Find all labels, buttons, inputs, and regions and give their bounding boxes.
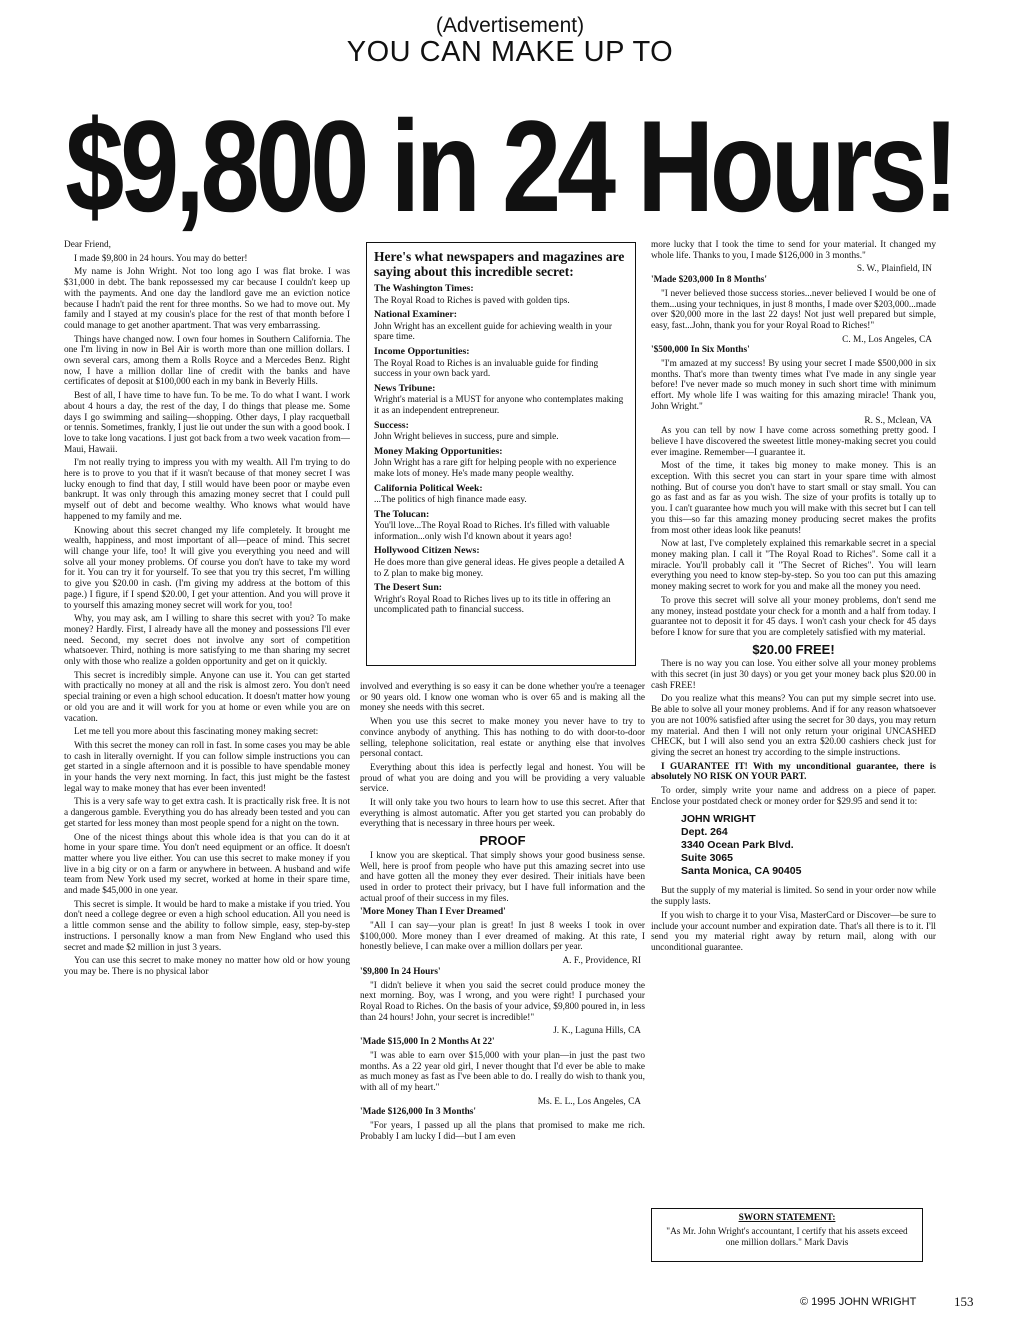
press-quote: The Royal Road to Riches is paved with golden tips. bbox=[374, 295, 570, 306]
press-source: Income Opportunities: bbox=[374, 345, 470, 357]
press-quote: Wright's material is a MUST for anyone who contemplates making it as an independent entrepreneur. bbox=[374, 395, 624, 416]
address-line: Suite 3065 bbox=[681, 852, 733, 865]
paragraph: I'm not really trying to impress you with my wealth. All I'm trying to do here is to prove to you that if it wasn't because of that money secret I was lucky enough to find that day, I still would have been poor or maybe even bankrupt. It was only through this amazing money secret that I could pull myself out of debt and become wealthy. Who knows what would have happened to my family and me. bbox=[64, 458, 350, 522]
press-quote: The Royal Road to Riches is an invaluable guide for finding success in your own back yard. bbox=[374, 358, 599, 380]
testimonial-heading: '$9,800 In 24 Hours' bbox=[360, 966, 441, 977]
paragraph: This secret is simple. It would be hard to make a mistake if you tried. You don't need a college degree or even a high school education. All you need is a little common sense and the ability to follow simple, easy, step-by-step instructions. I personally know a man from New England who used this secret and made $2 million in just 3 years. bbox=[64, 899, 350, 953]
paragraph: I made $9,800 in 24 hours. You may do better! bbox=[74, 253, 248, 264]
paragraph: Most of the time, it takes big money to make money. This is an exception. With this secret you can start in your spare time with almost nothing. But of course you don't have to start small or stay small. You can go as fast and as far as you wish. The size of your profits is totally up to you. I can't guarantee how much you will make with this secret but I can tell you this—so far this amazing money producing secret makes the profits from most other ideas look like peanuts! bbox=[651, 461, 936, 536]
press-source: The Tolucan: bbox=[374, 508, 430, 520]
testimonial-text: "I never believed those success stories...never believed I would be one of them...using your techniques, in just 8 months, I made over $203,000...made over $20,000 more in the last 22 days! Not just well prepared but simple, easy, fast...John, thank you for your Royal Road to Riches!" bbox=[651, 288, 936, 331]
address-line: JOHN WRIGHT bbox=[681, 813, 756, 826]
letter-column-3 bbox=[651, 240, 936, 1300]
testimonial-heading: 'More Money Than I Ever Dreamed' bbox=[360, 907, 506, 918]
free-heading: $20.00 FREE! bbox=[752, 641, 835, 657]
press-quote: ...The politics of high finance made easy. bbox=[374, 495, 527, 506]
paragraph: To prove this secret will solve all your money problems, don't send me any money, instead postdate your check for a month and a half from today. I guarantee not to deposit it for 45 days. I won't cash your check for 45 days before I know for sure that you are completely satisfied with my material. bbox=[651, 595, 936, 638]
press-source: The Desert Sun: bbox=[374, 582, 443, 594]
letter-column-1 bbox=[64, 240, 350, 1290]
paragraph: My name is John Wright. Not too long ago I was flat broke. I was $31,000 in debt. The bank repossessed my car because I couldn't keep up with the payments. And one day the landlord gave me an eviction notice because I hadn't paid the rent for three months. So we had to move out. My family and I stayed at my cousin's place for the rest of that month before I could manage to get another apartment. That was very embarrassing. bbox=[64, 267, 350, 331]
press-quote: He does more than give general ideas. He gives people a detailed A to Z plan to make big money. bbox=[374, 558, 625, 579]
testimonial-signature: J. K., Laguna Hills, CA bbox=[553, 1026, 641, 1037]
copyright: © 1995 JOHN WRIGHT bbox=[800, 1296, 917, 1308]
proof-heading: PROOF bbox=[479, 833, 526, 849]
salutation: Dear Friend, bbox=[64, 240, 111, 250]
paragraph: With this secret the money can roll in fast. In some cases you may be able to cash in literally overnight. If you can follow simple instructions you can get started in a single afternoon and it is possible to have spendable money in your hands the very next morning. In fact, this just might be the fastest legal way to make money that has ever been invented! bbox=[64, 740, 350, 794]
press-source: Hollywood Citizen News: bbox=[374, 545, 480, 557]
testimonial-signature: S. W., Plainfield, IN bbox=[856, 264, 932, 275]
testimonial-text: "I didn't believe it when you said the secret could produce money the next morning. Boy, was I wrong, and you were right! I purchased your Royal Road to Riches. On the basis of your advice, $9,800 poured in, in less than 24 hours! John, your secret is incredible!" bbox=[360, 980, 645, 1023]
sworn-statement-box bbox=[651, 1208, 923, 1262]
mailing-address bbox=[681, 813, 936, 878]
paragraph: Knowing about this secret changed my life completely. It brought me wealth, happiness, and most important of all—peace of mind. This secret will change your life, too! It will give you everything you need and will solve all your money problems. Of course you don't have to take my word for it. You can try it for yourself. To see that you try this secret, I'm willing to give you $20.00 in cash. (I'm giving my address at the bottom of this page.) I figure, if I spend $20.00, I get your attention. And you will prove it to yourself this amazing money secret will work for you, too! bbox=[64, 525, 350, 611]
subtitle: YOU CAN MAKE UP TO bbox=[346, 36, 674, 68]
headline: $9,800 in 24 Hours! bbox=[65, 94, 955, 240]
paragraph: Do you realize what this means? You can put my simple secret into use. Be able to solve all your money problems. And if for any reason whatsoever you are not 100% satisfied after using the secret for 30 days, you may return my material. And then I will not only return your original UNCASHED CHECK, but I will also send you an extra $20.00 cashiers check just for giving the secret an honest try according to the simple instructions. bbox=[651, 694, 936, 758]
press-quotes-box bbox=[366, 242, 636, 666]
press-quote: John Wright has an excellent guide for achieving wealth in your spare time. bbox=[374, 321, 613, 343]
paragraph: As you can tell by now I have come across something pretty good. I believe I have discovered the sweetest little money-making secret you could ever imagine. Remember—I guarantee it. bbox=[651, 426, 936, 458]
testimonial-signature: C. M., Los Angeles, CA bbox=[842, 334, 932, 345]
press-source: National Examiner: bbox=[374, 309, 457, 321]
paragraph: involved and everything is so easy it can be done whether you're a teenager or 90 years old. I know one woman who is over 65 and is making all the money she needs with this secret. bbox=[360, 682, 645, 714]
sworn-statement-title: SWORN STATEMENT: bbox=[738, 1213, 836, 1223]
paragraph: When you use this secret to make money you never have to try to convince anybody of anything. This has nothing to do with door-to-door selling, telephone solicitation, real estate or anything else that involves personal contact. bbox=[360, 717, 645, 760]
paragraph: This is a very safe way to get extra cash. It is practically risk free. It is not a dangerous gamble. Everything you do has already been tested and you can get started for less money than most people spend for a night on the town. bbox=[64, 797, 350, 829]
paragraph: This secret is incredibly simple. Anyone can use it. You can get started with practically no money at all and the risk is almost zero. You don't need special training or even a high school education. It doesn't matter how young or old you are and it will work for you at home or even while you are on vacation. bbox=[64, 670, 350, 724]
paragraph: Now at last, I've completely explained this remarkable secret in a special money making plan. I call it "The Royal Road to Riches". Some call it a miracle. You'll probably call it "The Secret of Riches". You will learn everything you need to know step-by-step. So you too can put this amazing money making secret to work for you and make all the money you need. bbox=[651, 539, 936, 593]
paragraph: There is no way you can lose. You either solve all your money problems with this secret (in just 30 days) or you get your money back plus $20.00 in cash FREE! bbox=[651, 659, 936, 691]
press-source: The Washington Times: bbox=[374, 283, 474, 294]
testimonial-heading: 'Made $15,000 In 2 Months At 22' bbox=[360, 1037, 495, 1048]
press-quote: You'll love...The Royal Road to Riches. It's filled with valuable information...only wish I'd known about it years ago! bbox=[374, 521, 610, 542]
address-line: Dept. 264 bbox=[681, 826, 728, 839]
paragraph: Things have changed now. I own four homes in Southern California. The one I'm living in now in Bel Air is worth more than one million dollars. I own several cars, among them a Rolls Royce and a Mercedes Benz. Right now, I have a million dollar line of credit with the banks and have certificates of deposit at $100,000 each in my bank in Beverly Hills. bbox=[64, 334, 350, 388]
press-source: Success: bbox=[374, 419, 409, 431]
testimonial-text: "All I can say—your plan is great! In just 8 weeks I took in over $100,000. More money than I ever dreamed of making. At this rate, I honestly believe, I can make over a million dollars per year. bbox=[360, 921, 645, 953]
paragraph: more lucky that I took the time to send for your material. It changed my whole life. Thanks to you, I made $126,000 in 3 months." bbox=[651, 240, 936, 261]
paragraph: If you wish to charge it to your Visa, MasterCard or Discover—be sure to include your account number and expiration date. That's all there is to it. I'll send you my material right away by return mail, along with our unconditional guarantee. bbox=[651, 910, 936, 953]
address-line: Santa Monica, CA 90405 bbox=[681, 865, 802, 878]
paragraph: But the supply of my material is limited. So send in your order now while the supply lasts. bbox=[651, 886, 936, 908]
address-line: 3340 Ocean Park Blvd. bbox=[681, 839, 794, 852]
paragraph: I know you are skeptical. That simply shows your good business sense. Well, here is proof from people who have put this amazing secret into use and have gotten all the money they ever desired. Their initials have been used in order to protect their privacy, but I have full information and the actual proof of their success in my files. bbox=[360, 850, 645, 904]
guarantee-paragraph: I GUARANTEE IT! With my unconditional guarantee, there is absolutely NO RISK ON YOUR PART. bbox=[651, 761, 936, 783]
paragraph: One of the nicest things about this whole idea is that you can do it at home in your spare time. You don't need equipment or an office. It doesn't matter where you live either. You can use this secret to make money if you live in a big city or on a farm or anywhere in between. A husband and wife team from New York used my secret, worked at home in their spare time, and made $45,000 in one year. bbox=[64, 832, 350, 897]
press-source: News Tribune: bbox=[374, 382, 436, 394]
letter-column-2 bbox=[360, 682, 645, 1292]
press-quote: John Wright believes in success, pure and simple. bbox=[374, 432, 559, 443]
testimonial-text: "I'm amazed at my success! By using your secret I made $500,000 in six months. That's more than twenty times what I've made in any single year before! I've never made so much money in such short time with minimum effort. My whole life I was waiting for this amazing miracle! Thank you, John Wright." bbox=[651, 359, 936, 412]
paragraph: To order, simply write your name and address on a piece of paper. Enclose your postdated check or money order for $29.95 and send it to: bbox=[651, 786, 936, 807]
paragraph: Best of all, I have time to have fun. To be me. To do what I want. I work about 4 hours a day, the rest of the day, I do things that please me. Some days I go swimming and sailing—shopping. Other days, I play racquetball or tennis. Sometimes, frankly, I just lie out under the sun with a good book. I love to take long vacations. I just got back from a two week vacation from—Maui, Hawaii. bbox=[64, 391, 350, 455]
paragraph: It will only take you two hours to learn how to use this secret. After that everything is almost automatic. After you get started you can probably do everything that is necessary in three hours per week. bbox=[360, 798, 645, 830]
page-number: 153 bbox=[954, 1294, 974, 1309]
press-quote: Wright's Royal Road to Riches lives up to its title in offering an uncomplicated path to financial success. bbox=[374, 594, 611, 616]
paragraph: Let me tell you more about this fascinating money making secret: bbox=[74, 727, 319, 738]
testimonial-heading: 'Made $126,000 In 3 Months' bbox=[360, 1107, 476, 1118]
advertisement-label: (Advertisement) bbox=[435, 14, 585, 37]
paragraph: Why, you may ask, am I willing to share this secret with you? To make money? Hardly. First, I already have all the money and possessions I'll ever need. Second, my secret does not involve any sort of competition whatsoever. Third, nothing is more satisfying to me than sharing my secret only with those who realize a golden opportunity and get on it quickly. bbox=[64, 614, 350, 668]
testimonial-signature: R. S., Mclean, VA bbox=[864, 415, 932, 426]
press-source: Money Making Opportunities: bbox=[374, 445, 503, 457]
press-box-title: Here's what newspapers and magazines are saying about this incredible secret: bbox=[374, 249, 625, 279]
paragraph: You can use this secret to make money no matter how old or how young you may be. There is no physical labor bbox=[64, 956, 350, 977]
press-quote: John Wright has a rare gift for helping people with no experience make lots of money. He's made many people wealthy. bbox=[374, 458, 617, 479]
press-source: California Political Week: bbox=[374, 482, 483, 494]
testimonial-heading: '$500,000 In Six Months' bbox=[651, 345, 750, 356]
testimonial-signature: A. F., Providence, RI bbox=[562, 956, 641, 967]
sworn-statement-text: "As Mr. John Wright's accountant, I certify that his assets exceed one million dollars." Mark Davis bbox=[666, 1227, 908, 1248]
paragraph: Everything about this idea is perfectly legal and honest. You will be proud of what you are doing and you will be providing a very valuable service. bbox=[360, 762, 645, 795]
testimonial-signature: Ms. E. L., Los Angeles, CA bbox=[537, 1096, 641, 1107]
testimonial-text: "I was able to earn over $15,000 with your plan—in just the past two months. As a 22 year old girl, I never thought that I'd ever be able to make as much money as fast as I've been able to do. I really do wish to thank you, with all of my heart." bbox=[360, 1050, 645, 1093]
testimonial-heading: 'Made $203,000 In 8 Months' bbox=[651, 275, 767, 286]
testimonial-text: "For years, I passed up all the plans that promised to make me rich. Probably I am lucky I did—but I am even bbox=[360, 1121, 645, 1142]
